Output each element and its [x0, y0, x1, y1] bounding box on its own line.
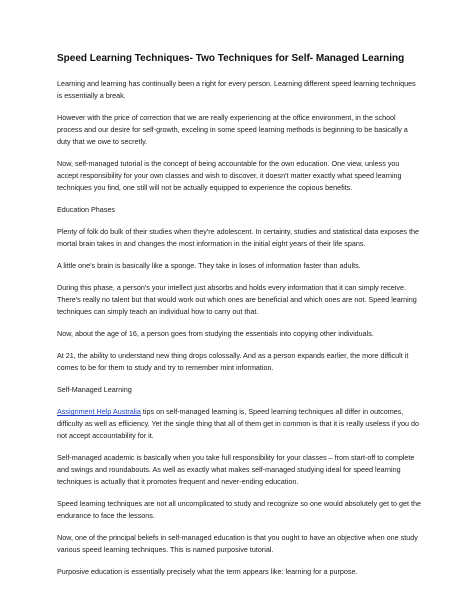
paragraph-10: Self-managed academic is basically when you take full responsibility for your classes – from start-off to complete and swings and roundabouts. As well as exactly what makes self-managed studying ideal for speed learning techniques is actually that it promotes frequent and never-ending education.: [57, 453, 415, 486]
paragraph-9-text: tips on self-managed learning is, Speed learning techniques all differ in outcomes, difficulty as well as efficiency. Yet the single thing that all of them get in common is that it is really useless if you do not accept accountability for it.: [57, 407, 419, 440]
paragraph-9: [57, 406, 422, 442]
paragraph-6: During this phase, a person's your intellect just absorbs and holds every information that it can simply receive. There's really no talent but that would work out which ones are beneficial and which ones are not. Speed learning techniques can simply teach an individual how to carry out that.: [57, 283, 417, 316]
section-heading-education-phases: Education Phases: [57, 205, 115, 214]
paragraph-3: Now, self-managed tutorial is the concept of being accountable for the own education. One view, unless you accept responsibility for your own classes and wish to discover, it doesn't matter exactly what speed learning techniques you find, one still will not be actually equipped to experience the copious benefits.: [57, 159, 402, 192]
document-page: [57, 52, 422, 588]
paragraph-13: Purposive education is essentially precisely what the term appears like: learning for a purpose.: [57, 567, 358, 576]
paragraph-11: Speed learning techniques are not all uncomplicated to study and recognize so one would absolutely get to get the endurance to face the lessons.: [57, 499, 422, 520]
paragraph-1: Learning and learning has continually been a right for every person. Learning different speed learning techniques is essentially a break.: [57, 79, 416, 100]
paragraph-4: Plenty of folk do bulk of their studies when they're adolescent. In certainty, studies and statistical data exposes the mortal brain takes in and changes the most information in the initial eight years of their life spans.: [57, 227, 420, 248]
assignment-help-link[interactable]: Assignment Help Australia: [57, 407, 141, 416]
paragraph-5: A little one's brain is basically like a sponge. They take in loses of information faster than adults.: [57, 261, 361, 270]
document-title: Speed Learning Techniques- Two Techniques for Self- Managed Learning: [57, 53, 405, 64]
paragraph-7: Now, about the age of 16, a person goes from studying the essentials into copying other individuals.: [57, 329, 374, 338]
paragraph-2: However with the price of correction that we are really experiencing at the office environment, in the school process and our desire for self-growth, exceling in some speed learning methods is beginning to be basically a duty that we owe to secretly.: [57, 113, 408, 146]
section-heading-self-managed-learning: Self-Managed Learning: [57, 385, 132, 394]
paragraph-12: Now, one of the principal beliefs in self-managed education is that you ought to have an objective when one study various speed learning techniques. This is named purposive tutorial.: [57, 533, 418, 554]
paragraph-8: At 21, the ability to understand new thing drops colossally. And as a person expands earlier, the more difficult it comes to be for them to study and try to remember mint information.: [57, 351, 409, 372]
